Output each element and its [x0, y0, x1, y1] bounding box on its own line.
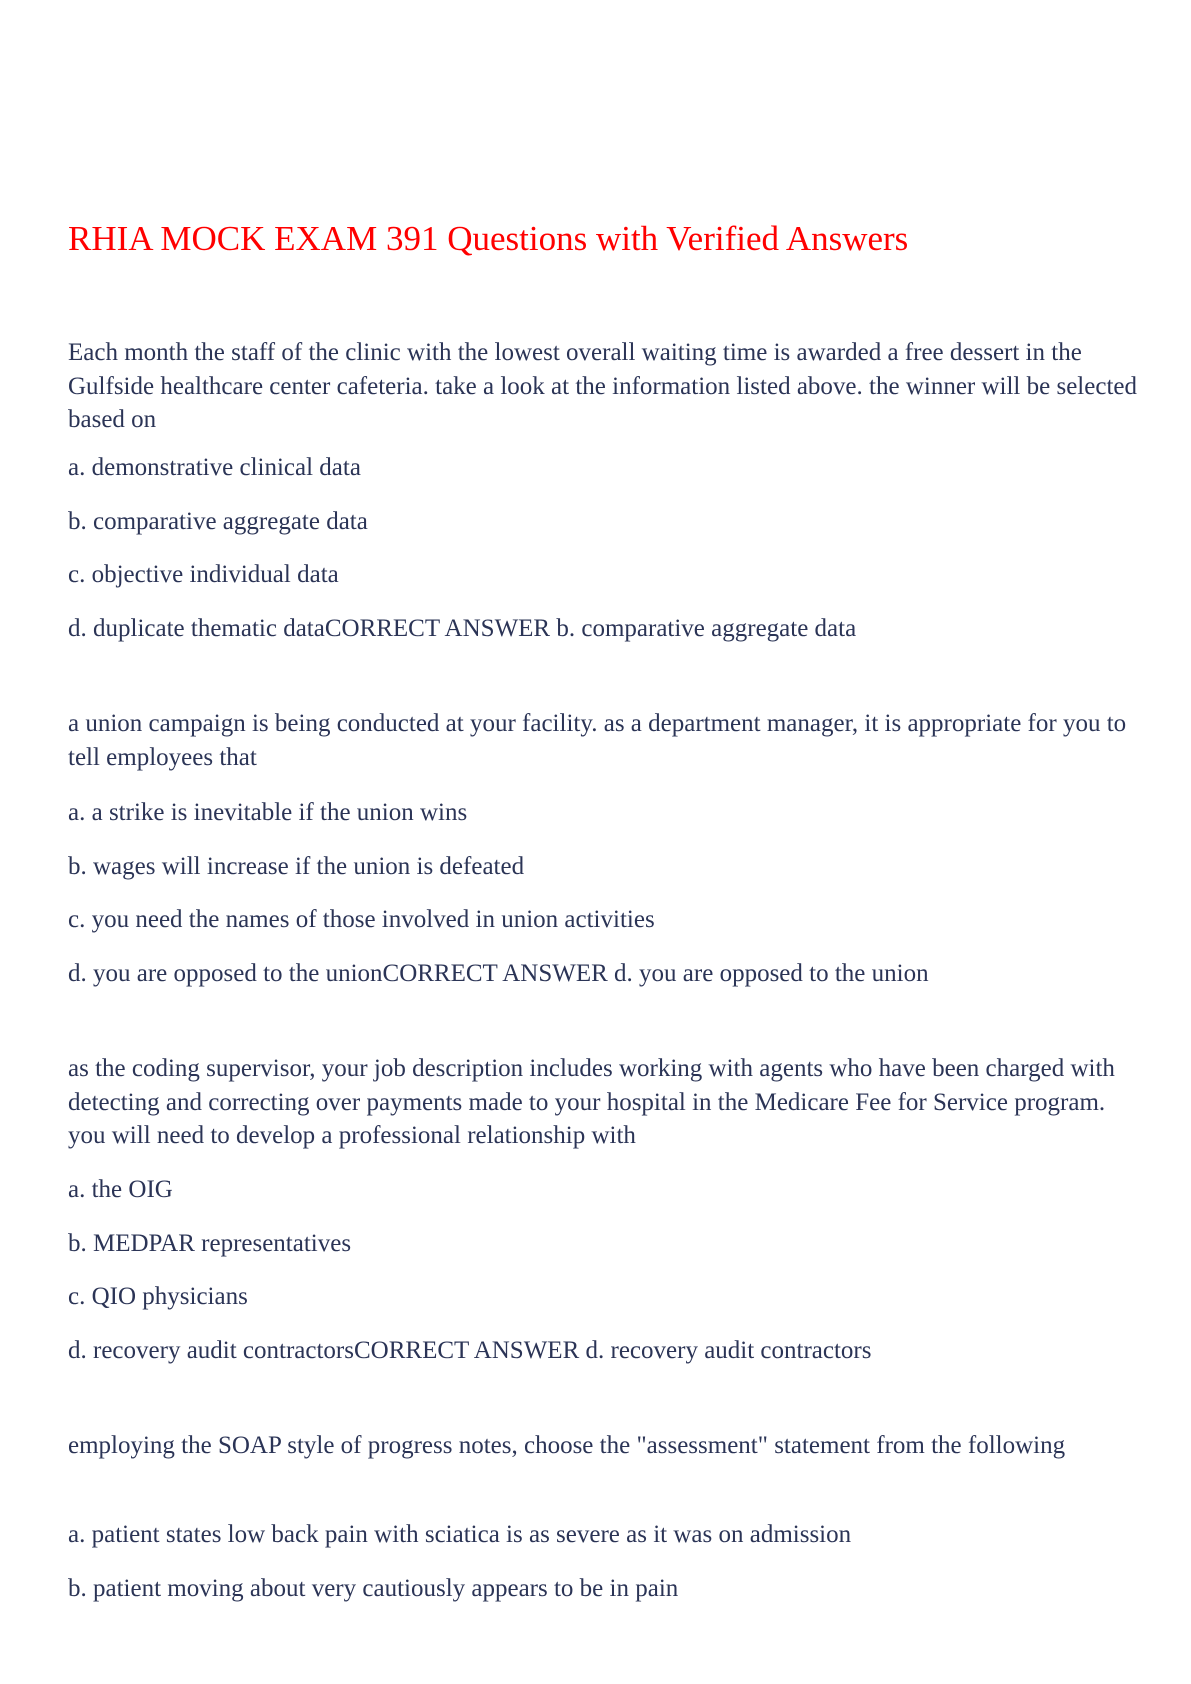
question-1-option-a: a. demonstrative clinical data: [68, 454, 361, 481]
question-3-stem: as the coding supervisor, your job description includes working with agents who have been charged with detecting and correcting over payments made to your hospital in the Medicare Fee for Service program. you will need to develop a professional relationship with: [68, 1055, 1115, 1149]
question-2-option-d-answer: d. you are opposed to the unionCORRECT ANSWER d. you are opposed to the union: [68, 960, 929, 987]
question-1-stem: Each month the staff of the clinic with the lowest overall waiting time is awarded a free dessert in the Gulfside healthcare center cafeteria. take a look at the information listed above. the winner will be selected based on: [68, 339, 1137, 433]
question-3-option-d-answer: d. recovery audit contractorsCORRECT ANSWER d. recovery audit contractors: [68, 1337, 872, 1364]
document-title: RHIA MOCK EXAM 391 Questions with Verified Answers: [68, 219, 909, 258]
question-1-option-c: c. objective individual data: [68, 561, 339, 588]
question-4-option-b: b. patient moving about very cautiously appears to be in pain: [68, 1575, 679, 1602]
question-2-option-b: b. wages will increase if the union is defeated: [68, 853, 525, 880]
question-3-option-a: a. the OIG: [68, 1176, 173, 1203]
question-3-option-b: b. MEDPAR representatives: [68, 1230, 352, 1257]
question-4-option-a: a. patient states low back pain with sciatica is as severe as it was on admission: [68, 1521, 852, 1548]
question-2-stem: a union campaign is being conducted at your facility. as a department manager, it is appropriate for you to tell employees that: [68, 710, 1127, 771]
question-1-option-b: b. comparative aggregate data: [68, 508, 368, 535]
question-3-option-c: c. QIO physicians: [68, 1283, 248, 1310]
question-2-option-a: a. a strike is inevitable if the union wins: [68, 799, 468, 826]
question-4-stem: employing the SOAP style of progress notes, choose the "assessment" statement from the following: [68, 1432, 1066, 1459]
question-1-option-d-answer: d. duplicate thematic dataCORRECT ANSWER b. comparative aggregate data: [68, 615, 857, 642]
question-2-option-c: c. you need the names of those involved in union activities: [68, 906, 655, 933]
